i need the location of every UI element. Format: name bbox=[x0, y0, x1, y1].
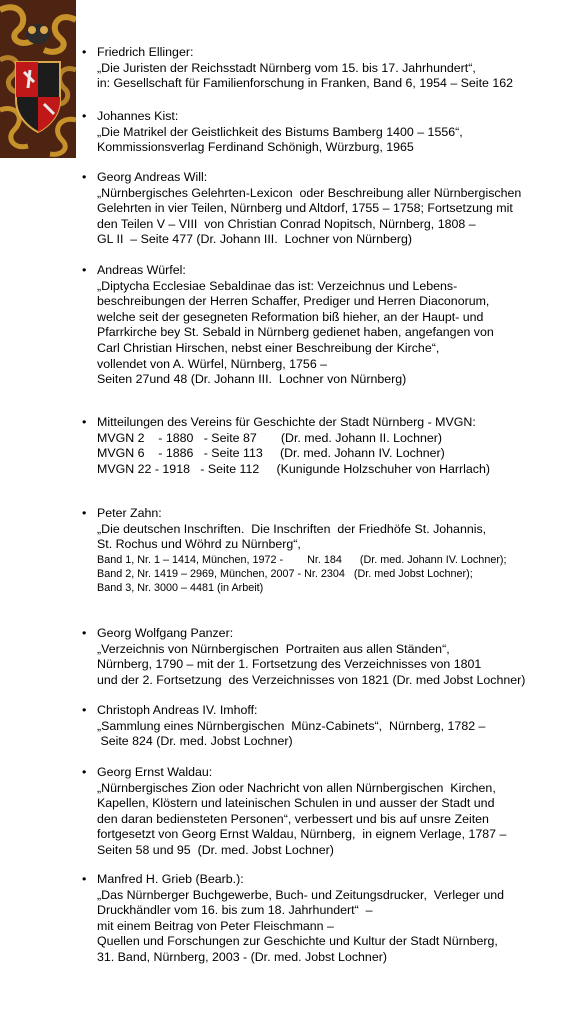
entry-line: MVGN 6 - 1886 - Seite 113 (Dr. med. Johann IV. Lochner) bbox=[97, 446, 445, 461]
bullet-icon: • bbox=[82, 765, 87, 779]
entry-line: Nürnberg, 1790 – mit der 1. Fortsetzung des Verzeichnisses von 1801 bbox=[97, 657, 482, 672]
entry-line: MVGN 2 - 1880 - Seite 87 (Dr. med. Johann II. Lochner) bbox=[97, 430, 443, 445]
entry-text bbox=[97, 626, 575, 688]
entry-author: Friedrich Ellinger: bbox=[97, 45, 194, 59]
entry-line: „Verzeichnis von Nürnbergischen Portraiten aus allen Ständen“, bbox=[97, 641, 450, 656]
bullet-icon: • bbox=[82, 703, 87, 717]
entry-volume-line: Band 1, Nr. 1 – 1414, München, 1972 - Nr. 184 (Dr. med. Johann IV. Lochner); bbox=[97, 553, 507, 566]
entry-text bbox=[97, 506, 575, 595]
entry-line: welche seit der gesegneten Reformation biß hieher, an der Haupt- und bbox=[97, 309, 484, 324]
entry-author: Christoph Andreas IV. Imhoff: bbox=[97, 703, 258, 717]
entry-line: „Das Nürnberger Buchgewerbe, Buch- und Zeitungsdrucker, Verleger und bbox=[97, 887, 505, 902]
entry-author: Peter Zahn: bbox=[97, 506, 162, 520]
entry-line: Seite 824 (Dr. med. Jobst Lochner) bbox=[97, 734, 293, 749]
entry-line: „Die deutschen Inschriften. Die Inschriften der Friedhöfe St. Johannis, bbox=[97, 521, 487, 536]
entry-author: Georg Wolfgang Panzer: bbox=[97, 626, 234, 640]
bullet-icon: • bbox=[82, 170, 87, 184]
bullet-icon: • bbox=[82, 506, 87, 520]
coat-of-arms-image bbox=[0, 0, 76, 158]
entry-line: Seiten 27und 48 (Dr. Johann III. Lochner von Nürnberg) bbox=[97, 372, 407, 387]
entry-text bbox=[97, 765, 575, 859]
entry-text bbox=[97, 109, 575, 156]
entry-volume-line: Band 3, Nr. 3000 – 4481 (in Arbeit) bbox=[97, 581, 264, 594]
entry-line: GL II – Seite 477 (Dr. Johann III. Lochner von Nürnberg) bbox=[97, 232, 412, 247]
entry-line: „Nürnbergisches Gelehrten-Lexicon oder Beschreibung aller Nürnbergischen bbox=[97, 185, 522, 200]
entry-text bbox=[97, 415, 575, 477]
entry-text bbox=[97, 872, 575, 966]
entry-line: den daran bediensteten Personen“, verbessert und bis auf unsre Zeiten bbox=[97, 811, 489, 826]
entry-line: Kommissionsverlag Ferdinand Schönigh, Würzburg, 1965 bbox=[97, 140, 414, 155]
entry-line: „Die Juristen der Reichsstadt Nürnberg vom 15. bis 17. Jahrhundert“, bbox=[97, 60, 476, 75]
entry-author: Georg Ernst Waldau: bbox=[97, 765, 213, 779]
entry-line: „Nürnbergisches Zion oder Nachricht von allen Nürnbergischen Kirchen, bbox=[97, 780, 496, 795]
entry-line: den Teilen V – VIII von Christian Conrad Nopitsch, Nürnberg, 1808 – bbox=[97, 216, 476, 231]
entry-line: 31. Band, Nürnberg, 2003 - (Dr. med. Jobst Lochner) bbox=[97, 949, 387, 964]
entry-line: Quellen und Forschungen zur Geschichte und Kultur der Stadt Nürnberg, bbox=[97, 934, 498, 949]
entry-line: Kapellen, Klöstern und lateinischen Schulen in und ausser der Stadt und bbox=[97, 796, 495, 811]
entry-line: „Die Matrikel der Geistlichkeit des Bistums Bamberg 1400 – 1556“, bbox=[97, 124, 463, 139]
entry-author: Manfred H. Grieb (Bearb.): bbox=[97, 872, 244, 886]
entry-line: „Diptycha Ecclesiae Sebaldinae das ist: Verzeichnus und Lebens- bbox=[97, 278, 458, 293]
entry-line: und der 2. Fortsetzung des Verzeichnisses von 1821 (Dr. med Jobst Lochner) bbox=[97, 672, 526, 687]
entry-text bbox=[97, 263, 575, 388]
entry-text bbox=[97, 45, 575, 92]
entry-line: in: Gesellschaft für Familienforschung in Franken, Band 6, 1954 – Seite 162 bbox=[97, 76, 514, 91]
entry-text bbox=[97, 170, 575, 248]
entry-line: beschreibungen der Herren Schaffer, Prediger und Herren Diaconorum, bbox=[97, 294, 490, 309]
bullet-icon: • bbox=[82, 872, 87, 886]
bullet-icon: • bbox=[82, 415, 87, 429]
entry-line: fortgesetzt von Georg Ernst Waldau, Nürnberg, in eignem Verlage, 1787 – bbox=[97, 827, 507, 842]
entry-line: vollendet von A. Würfel, Nürnberg, 1756 – bbox=[97, 356, 328, 371]
entry-author: Georg Andreas Will: bbox=[97, 170, 208, 184]
bullet-icon: • bbox=[82, 263, 87, 277]
entry-author: Andreas Würfel: bbox=[97, 263, 186, 277]
bullet-icon: • bbox=[82, 45, 87, 59]
entry-author: Johannes Kist: bbox=[97, 109, 179, 123]
bullet-icon: • bbox=[82, 109, 87, 123]
bullet-icon: • bbox=[82, 626, 87, 640]
entry-line: Gelehrten in vier Teilen, Nürnberg und Altdorf, 1755 – 1758; Fortsetzung mit bbox=[97, 201, 513, 216]
entry-volume-line: Band 2, Nr. 1419 – 2969, München, 2007 - Nr. 2304 (Dr. med Jobst Lochner); bbox=[97, 567, 473, 580]
entry-line: Druckhändler vom 16. bis zum 18. Jahrhundert“ – bbox=[97, 903, 373, 918]
entry-line: Carl Christian Hirschen, nebst einer Beschreibung der Kirche“, bbox=[97, 340, 440, 355]
entry-author: Mitteilungen des Vereins für Geschichte der Stadt Nürnberg - MVGN: bbox=[97, 415, 476, 429]
entry-text bbox=[97, 703, 575, 750]
entry-line: mit einem Beitrag von Peter Fleischmann – bbox=[97, 918, 334, 933]
entry-line: Seiten 58 und 95 (Dr. med. Jobst Lochner) bbox=[97, 842, 334, 857]
entry-line: MVGN 22 - 1918 - Seite 112 (Kunigunde Holzschuher von Harrlach) bbox=[97, 461, 491, 476]
entry-line: St. Rochus und Wöhrd zu Nürnberg“, bbox=[97, 537, 301, 552]
entry-line: Pfarrkirche bey St. Sebald in Nürnberg gedienet haben, angefangen von bbox=[97, 325, 494, 340]
entry-line: „Sammlung eines Nürnbergischen Münz-Cabinets“, Nürnberg, 1782 – bbox=[97, 718, 486, 733]
